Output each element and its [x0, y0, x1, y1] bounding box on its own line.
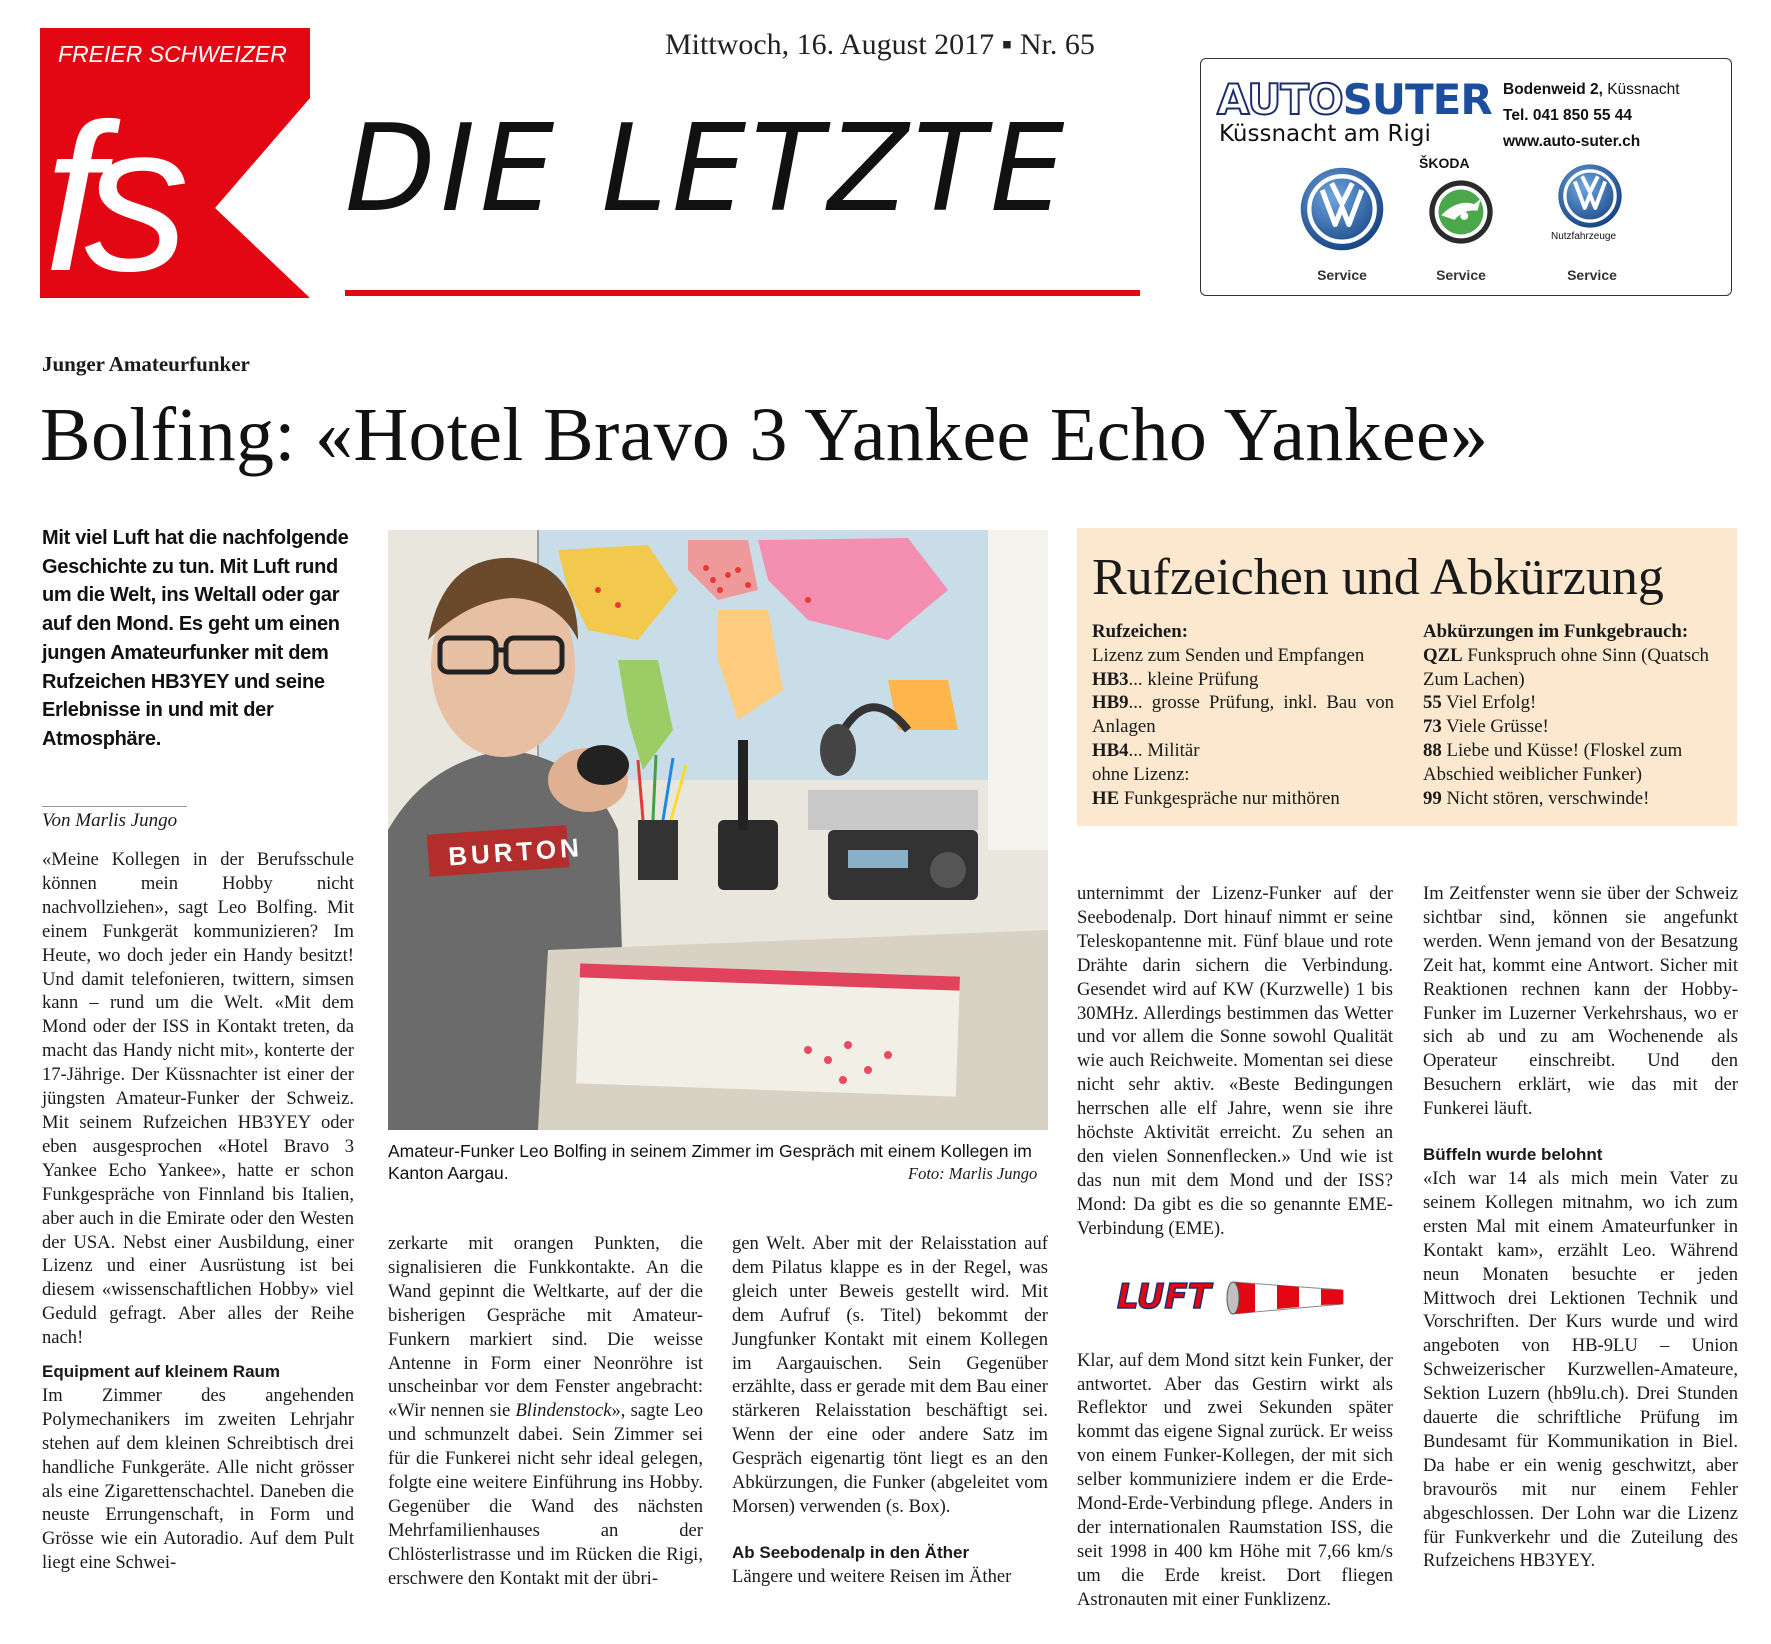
vw-nutzfahrzeuge-logo-icon — [1557, 163, 1623, 229]
luft-label: LUFT — [1117, 1277, 1211, 1317]
emphasis-blindenstock: Blindenstock — [515, 1400, 612, 1422]
abbr-text: Viel Erfolg! — [1441, 692, 1537, 714]
infobox-title: Rufzeichen und Abkürzung — [1092, 549, 1664, 606]
no-license-label: ohne Lizenz: — [1092, 763, 1190, 785]
dateline: Mittwoch, 16. August 2017 ▪ Nr. 65 — [665, 28, 1095, 61]
logo-text: FREIER SCHWEIZER — [58, 41, 287, 67]
callsign-hb3 — [1092, 668, 1394, 692]
article-photo[interactable] — [388, 530, 1048, 1130]
infobox-left-intro: Lizenz zum Senden und Empfangen — [1092, 644, 1365, 666]
paragraph: gen Welt. Aber mit der Relaisstation auf dem Pilatus klappe es in der Regel, was gleich unter Beweis gestellt wird. Mit dem Aufruf (s. Titel) bekommt der Jungfunker Kontakt mit einem Kollegen im Aargauischen. Sein Gegenüber erzählte, dass er gerade mit dem Bau einer stärkeren Relaisstation beschäftigt sei. Wenn der eine oder andere Satz im Gespräch eigenartig tönt liegt es an den Abkürzungen, die Funker (abgeleitet vom Morsen) verwenden (s. Box). — [732, 1233, 1048, 1517]
author-rule — [42, 806, 187, 807]
ad-address — [1503, 77, 1680, 155]
vw-logo-icon — [1299, 166, 1385, 252]
photo-caption: Amateur-Funker Leo Bolfing in seinem Zimmer im Gespräch mit einem Kollegen im Kanton Aargau. — [388, 1141, 1032, 1183]
service-label-nutzfahrzeuge: Service — [1567, 267, 1617, 283]
nutzfahrzeuge-label: Nutzfahrzeuge — [1551, 231, 1617, 242]
article-author: Von Marlis Jungo — [42, 810, 178, 831]
article-lead: Mit viel Luft hat die nachfolgende Geschichte zu tun. Mit Luft rund um die Welt, ins Weltall oder gar auf den Mond. Es geht um einen jungen Amateurfunker mit dem Rufzeichen HB3YEY und seine Erlebnisse in und mit der Atmosphäre. — [42, 527, 349, 750]
paragraph: Längere und weitere Reisen im Äther — [732, 1565, 1012, 1587]
section-title: DIE LETZTE — [345, 100, 1070, 239]
abbr-code: 55 — [1423, 692, 1442, 714]
callsign-code: HE — [1092, 787, 1120, 809]
article-column-4 — [1077, 882, 1393, 1612]
callsign-code: HB4 — [1092, 739, 1129, 761]
callsign-code: HB3 — [1092, 668, 1129, 690]
ad-brand-suter: SUTER — [1342, 75, 1492, 124]
ad-brand — [1217, 75, 1492, 124]
abbr-text: Liebe und Küsse! (Floskel zum Abschied weiblicher Funker) — [1423, 739, 1683, 785]
paragraph-part: zerkarte mit orangen Punkten, die signalisieren die Funkkontakte. An die Wand gepinnt die Weltkarte, auf der die bisherigen Gespräche mit Amateur-Funkern markiert sind. Die weisse Antenne in Form einer Neonröhre ist unscheinbar vor dem Fenster angebracht: «Wir nennen sie — [388, 1233, 703, 1422]
infobox-left-heading: Rufzeichen: — [1092, 621, 1188, 642]
paragraph — [388, 1232, 703, 1591]
abbr-text: Nicht stören, verschwinde! — [1441, 787, 1650, 809]
infobox-right-heading: Abkürzungen im Funkgebrauch: — [1423, 621, 1689, 642]
paragraph: Klar, auf dem Mond sitzt kein Funker, der antwortet. Aber das Gestirn wirkt als Reflektor und zwei Sekunden später kommt das eigene Signal zurück. Er weiss von einem Funker-Kollegen, der mit sich selber kommuniziere indem er die Erde-Mond-Erde-Verbindung pflege. Anders in der internationalen Raumstation ISS, die seit 1998 in 400 km Höhe mit 7,66 km/s um die Erde kreist. Dort fliegen Astronauten mit einer Funklizenz. — [1077, 1349, 1393, 1610]
luft-windsock-icon — [1115, 1268, 1355, 1320]
abbr-code: 88 — [1423, 739, 1442, 761]
callsign-text: ... Militär — [1128, 739, 1200, 761]
paragraph: unternimmt der Lizenz-Funker auf der Seebodenalp. Dort hinauf nimmt er seine Teleskopantenne mit. Fünf blaue und rote Drähte darin sichern die Verbindung. Gesendet wird auf KW (Kurzwelle) 1 bis 30MHz. Allerdings bestimmen das Wetter und vor allem die Sonne sowohl Qualität wie auch Reichweite. Momentan sei diese nicht sehr aktiv. «Beste Bedingungen herrschen alle elf Jahre, wenn sie ihre höchste Aktivität erreicht. Zu sehen an den vielen Sonnenflecken.» Und wie ist das nun mit dem Mond und der ISS? Mond: Da gibt es die so genannte EME-Verbindung (EME). — [1077, 883, 1393, 1239]
subheading-equipment: Equipment auf kleinem Raum — [42, 1362, 281, 1382]
paragraph: «Meine Kollegen in der Berufsschule können mein Hobby nicht nachvollziehen», sagt Leo Bolfing. Mit einem Funkgerät kommunizieren? Im Heute, wo doch jeder ein Handy besitzt! Und damit telefonieren, twittern, simsen kann – rund um die Welt. «Mit dem Mond oder der ISS in Kontakt treten, da macht das Handy nicht mit», konterte der 17-Jährige. Der Küssnachter ist einer der jüngsten Amateur-Funker der Schweiz. Mit seinem Rufzeichen HB3YEY oder eben ausgesprochen «Hotel Bravo 3 Yankee Echo Yankee», hatte er schon Funkgespräche von Finnland bis Italien, aber auch in die Emirate oder den Westen der USA. Nebst einer Ausbildung, einer Lizenz und einer Ausrüstung ist bei diesem «wissenschaftlichen Hobby» viel Geduld gefragt. Aber alles der Reihe nach! — [42, 849, 354, 1349]
abbr-code: QZL — [1423, 644, 1463, 666]
callsign-hb9 — [1092, 691, 1394, 739]
article-kicker: Junger Amateurfunker — [42, 352, 250, 376]
paragraph-part: », sagte Leo und schmunzelt dabei. Sein Zimmer sei für die Funkerei nicht sehr ideal gelegen, folgte eine weitere Einführung ins Hobby. Gegenüber die Wand des nächsten Mehrfamilienhauses an der Chlösterlistrasse und im Rücken die Rigi, erschwere den Kontakt mit der übri- — [388, 1400, 703, 1589]
callsign-text: ... kleine Prüfung — [1128, 668, 1259, 690]
article-column-5 — [1423, 882, 1738, 1573]
photo-credit: Foto: Marlis Jungo — [908, 1164, 1038, 1183]
masthead-rule — [345, 290, 1140, 296]
freier-schweizer-logo[interactable] — [40, 28, 310, 298]
callsign-he — [1092, 787, 1394, 811]
abbr-code: 99 — [1423, 787, 1442, 809]
paragraph: «Ich war 14 als mich mein Vater zu seinem Kollegen mitnahm, wo ich zum ersten Mal mit einem Amateurfunker in Kontakt kam», erzählt Leo. Während neun Monaten besuchte er jeden Mittwoch drei Lektionen Technik und Vorschriften. Der Kurs wurde und wird angeboten von HB-9LU – Union Schweizerischer Kurzwellen-Amateure, Sektion Luzern (hb9lu.ch). Drei Stunden dauerte die schriftliche Prüfung im Bundesamt für Kommunikation in Biel. Da habe er ein wenig geschwitzt, aber bravourös mit nur einem Fehler abgeschlossen. Der Lohn war die Lizenz für Funkverkehr und die Zuteilung des Rufzeichens HB3YEY. — [1423, 1167, 1738, 1572]
callsign-text: Funkgespräche nur mithören — [1119, 787, 1340, 809]
auto-suter-ad[interactable] — [1200, 58, 1732, 296]
abbr-73 — [1423, 715, 1723, 739]
article-headline: Bolfing: «Hotel Bravo 3 Yankee Echo Yankee» — [40, 393, 1489, 477]
callsign-text: ... grosse Prüfung, inkl. Bau von Anlagen — [1092, 692, 1394, 738]
paragraph: Im Zeitfenster wenn sie über der Schweiz sichtbar sind, können sie angefunkt werden. Wenn jemand von der Besatzung Zeit hat, kommt eine Antwort. Sicher mit Reaktionen rechnen kann der Hobby-Funker im Luzerner Verkehrshaus, wo er sich ab und zu am Wochenende als Operateur einschreibt. Und den Besuchern erklärt, wie das mit der Funkerei läuft. — [1423, 883, 1738, 1120]
subheading-bueffeln: Büffeln wurde belohnt — [1423, 1145, 1603, 1165]
ad-street: Bodenweid 2, — [1503, 81, 1603, 98]
abbr-55 — [1423, 691, 1723, 715]
infobox-callsigns-list — [1092, 620, 1394, 810]
callsign-code: HB9 — [1092, 692, 1129, 714]
abbr-88 — [1423, 739, 1723, 787]
article-column-3 — [732, 1232, 1048, 1589]
infobox-abbreviations-list — [1423, 620, 1723, 810]
article-column-2 — [388, 1232, 703, 1591]
service-label-vw: Service — [1317, 267, 1367, 283]
ad-web[interactable]: www.auto-suter.ch — [1503, 133, 1641, 150]
infobox-callsigns — [1077, 528, 1737, 826]
service-label-skoda: Service — [1436, 267, 1486, 283]
skoda-label: ŠKODA — [1419, 155, 1470, 171]
abbr-text: Funkspruch ohne Sinn (Quatsch Zum Lachen) — [1423, 644, 1709, 690]
ad-brand-auto: AUTO — [1217, 75, 1343, 124]
abbr-code: 73 — [1423, 716, 1442, 738]
abbr-qzl — [1423, 644, 1723, 692]
abbr-99 — [1423, 787, 1723, 811]
photo-shirt-text: BURTON — [447, 832, 584, 872]
ad-town: Küssnacht am Rigi — [1219, 121, 1431, 147]
ad-place: Küssnacht — [1602, 81, 1680, 98]
article-column-1 — [42, 848, 354, 1575]
ad-phone: Tel. 041 850 55 44 — [1503, 107, 1632, 124]
paragraph: Im Zimmer des angehenden Polymechanikers im zweiten Lehrjahr stehen auf dem kleinen Schreibtisch drei handliche Funkgeräte. Alle nicht grösser als eine Zigarettenschachtel. Daneben die neuste Errungenschaft, in Form und Grösse wie ein Autoradio. Auf dem Pult liegt eine Schwei- — [42, 1384, 354, 1574]
logo-mark: fs — [44, 80, 172, 298]
callsign-hb4 — [1092, 739, 1394, 763]
abbr-text: Viele Grüsse! — [1441, 716, 1549, 738]
subheading-seebodenalp: Ab Seebodenalp in den Äther — [732, 1542, 970, 1562]
skoda-logo-icon — [1428, 179, 1494, 245]
